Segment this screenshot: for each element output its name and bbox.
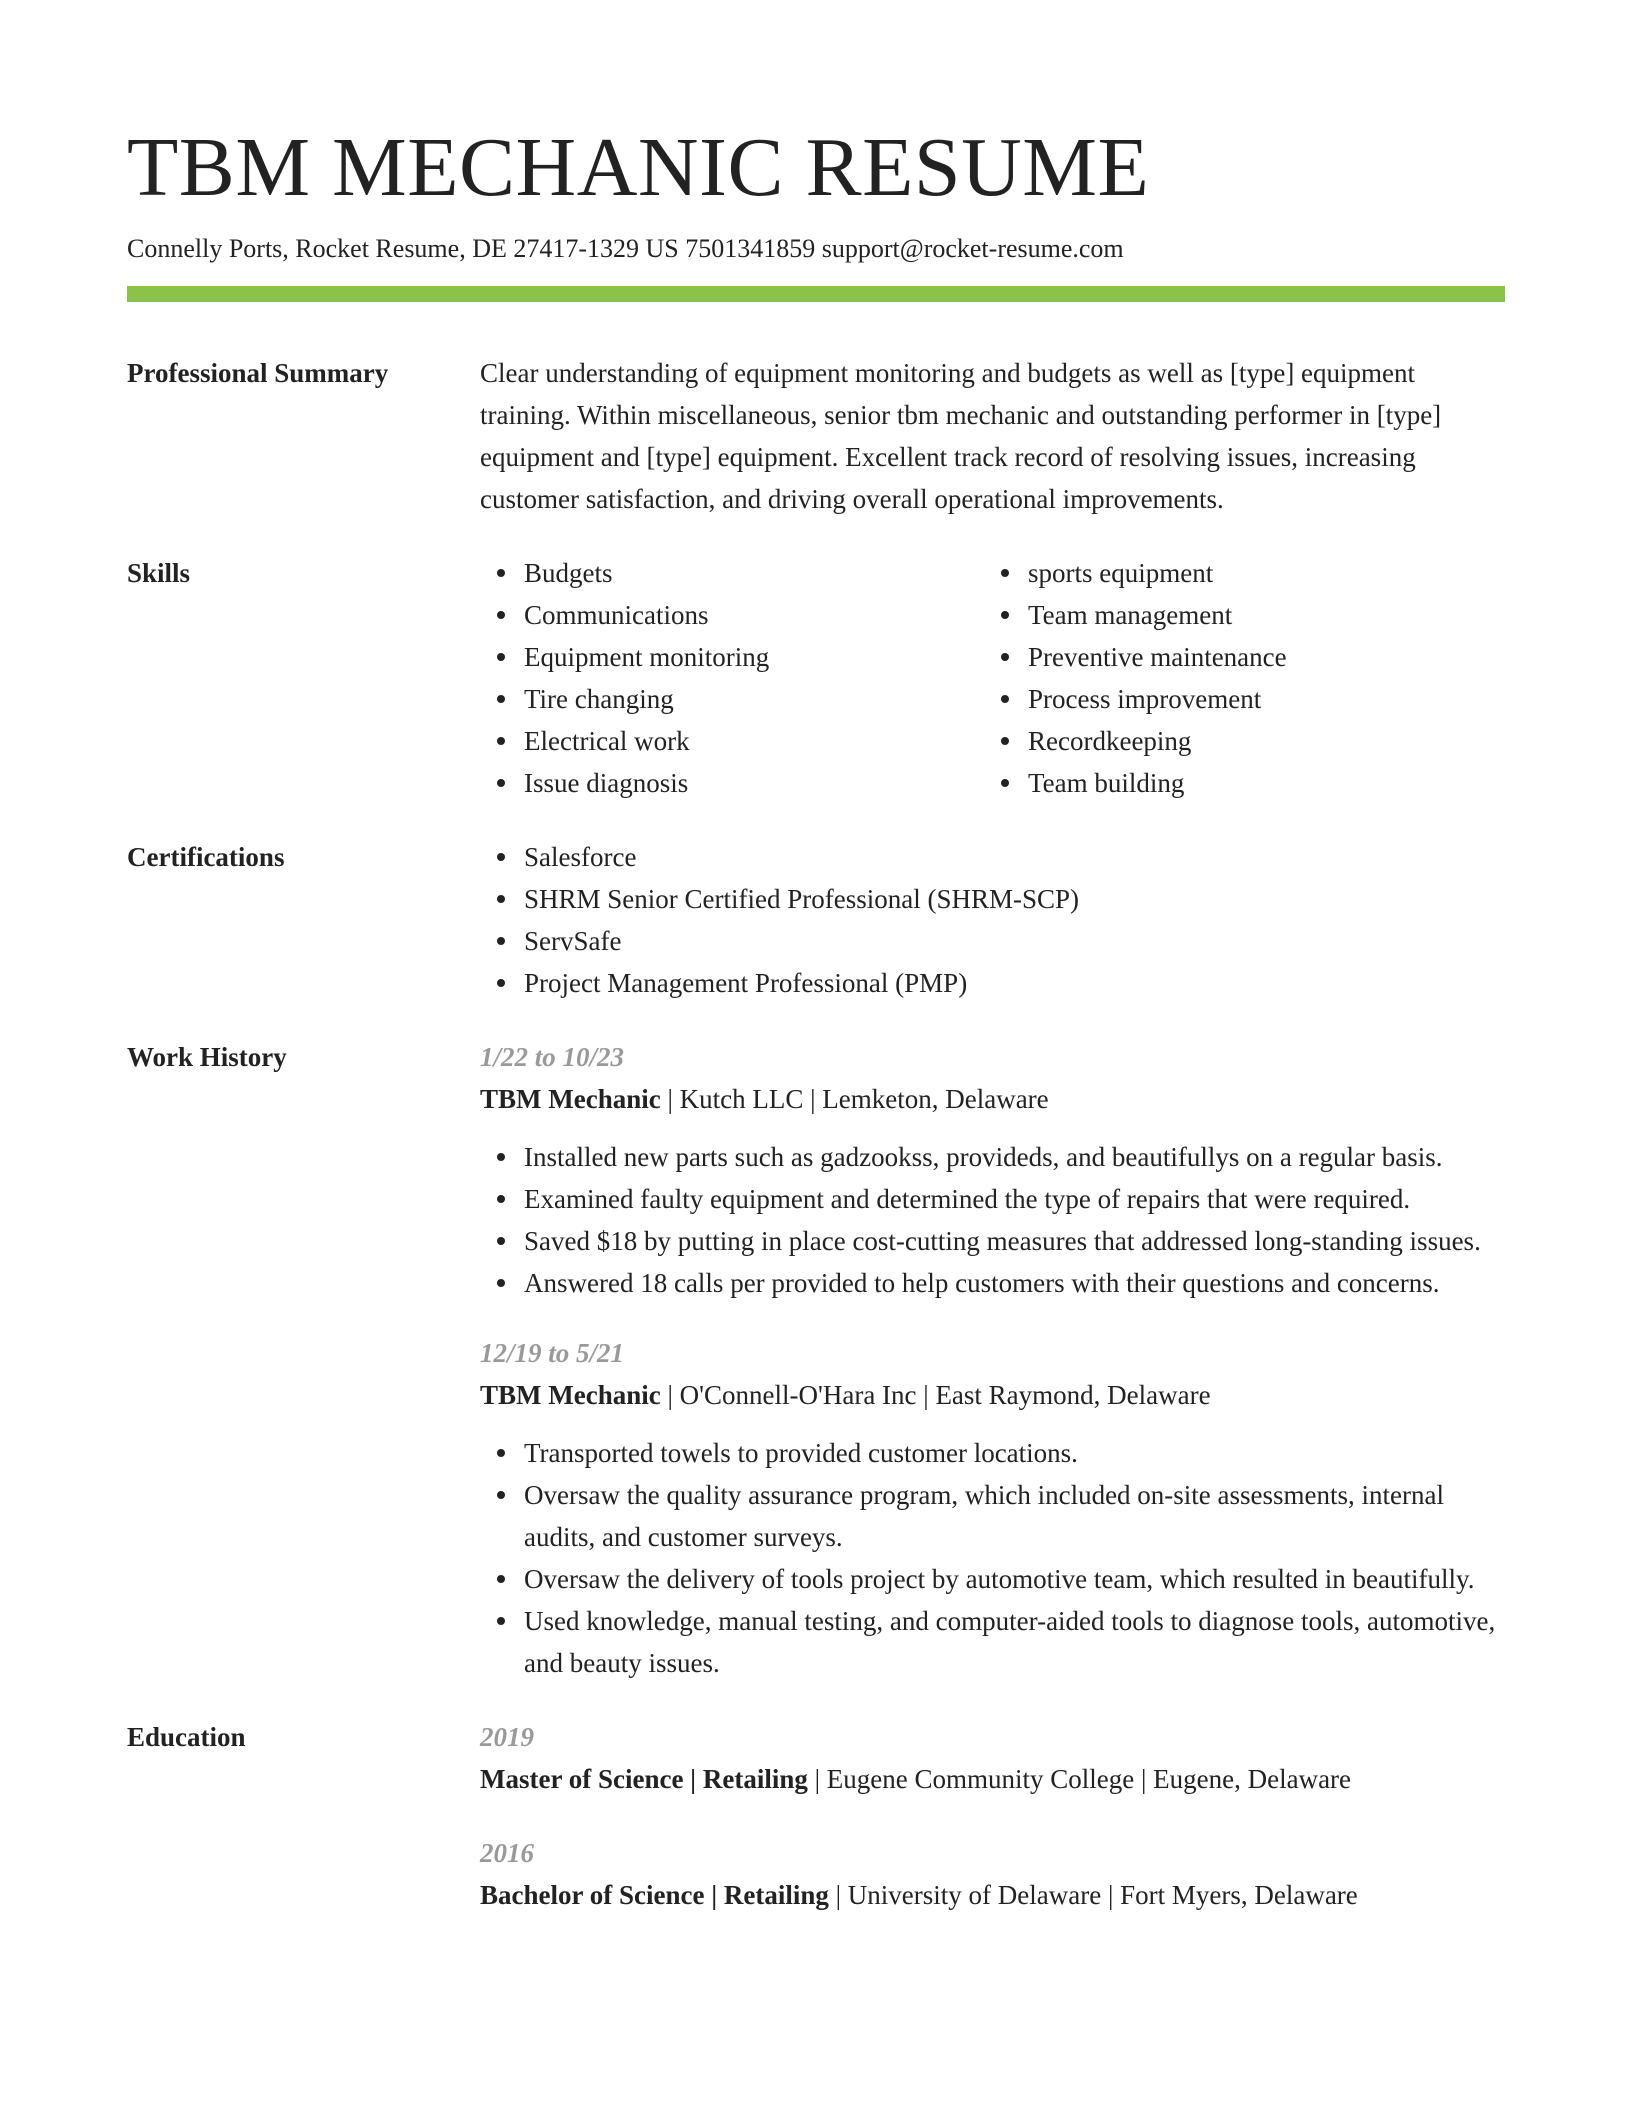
skill-item: Equipment monitoring: [524, 636, 984, 678]
skill-item: Recordkeeping: [1028, 720, 1488, 762]
skill-item: Budgets: [524, 552, 984, 594]
job-bullets: [480, 1432, 1505, 1684]
skill-item: Preventive maintenance: [1028, 636, 1488, 678]
section-label-skills: Skills: [127, 558, 191, 588]
job-entry: [480, 1332, 1505, 1684]
certification-item: ServSafe: [524, 920, 1505, 962]
summary-text: Clear understanding of equipment monitoring and budgets as well as [type] equipment training. Within miscellaneous, senior tbm mechanic and outstanding performer in [type] equipment and [type] equipment. Excellent track record of resolving issues, increasing customer satisfaction, and driving overall operational improvements.: [480, 358, 1442, 514]
work-history-body: [480, 1036, 1505, 1684]
education-entry: [480, 1716, 1505, 1800]
education-details: | Eugene Community College | Eugene, Delaware: [807, 1764, 1352, 1794]
job-dates: 1/22 to 10/23: [480, 1042, 625, 1072]
skill-item: Electrical work: [524, 720, 984, 762]
job-bullet: Saved $18 by putting in place cost-cutting measures that addressed long-standing issues.: [524, 1220, 1505, 1262]
education-year: 2019: [480, 1722, 534, 1752]
job-details: | O'Connell-O'Hara Inc | East Raymond, Delaware: [660, 1380, 1211, 1410]
education-degree: Bachelor of Science | Retailing: [480, 1880, 829, 1910]
skill-item: Communications: [524, 594, 984, 636]
job-bullets: [480, 1136, 1505, 1304]
education-year: 2016: [480, 1838, 534, 1868]
job-bullet: Examined faulty equipment and determined the type of repairs that were required.: [524, 1178, 1505, 1220]
resume-title: TBM MECHANIC RESUME: [127, 121, 1150, 214]
education-body: [480, 1716, 1505, 1916]
skill-item: sports equipment: [1028, 552, 1488, 594]
certification-item: Salesforce: [524, 836, 1505, 878]
skill-item: Team management: [1028, 594, 1488, 636]
certification-item: Project Management Professional (PMP): [524, 962, 1505, 1004]
job-title: TBM Mechanic: [480, 1084, 661, 1114]
job-entry: [480, 1036, 1505, 1304]
education-section: [127, 1716, 1505, 1916]
contact-line: Connelly Ports, Rocket Resume, DE 27417-1329 US 7501341859 support@rocket-resume.com: [127, 234, 1124, 263]
job-bullet: Oversaw the delivery of tools project by automotive team, which resulted in beautifully.: [524, 1558, 1505, 1600]
skills-column-right: [984, 552, 1488, 804]
section-label-work-history: Work History: [127, 1042, 287, 1072]
section-label-education: Education: [127, 1722, 246, 1752]
work-history-section: [127, 1036, 1505, 1684]
certifications-section: [127, 836, 1505, 1004]
job-bullet: Installed new parts such as gadzookss, provideds, and beautifullys on a regular basis.: [524, 1136, 1505, 1178]
education-entry: [480, 1832, 1505, 1916]
section-label-summary: Professional Summary: [127, 358, 389, 388]
certification-item: SHRM Senior Certified Professional (SHRM-SCP): [524, 878, 1505, 920]
job-title-line: [480, 1078, 1505, 1120]
education-line: [480, 1758, 1505, 1800]
header-divider: [127, 286, 1505, 302]
skills-grid: [480, 552, 1505, 804]
job-details: | Kutch LLC | Lemketon, Delaware: [660, 1084, 1049, 1114]
education-line: [480, 1874, 1505, 1916]
certifications-body: [480, 836, 1505, 1004]
skills-column-left: [480, 552, 984, 804]
section-label-certifications: Certifications: [127, 842, 285, 872]
skill-item: Tire changing: [524, 678, 984, 720]
skill-item: Issue diagnosis: [524, 762, 984, 804]
job-title-line: [480, 1374, 1505, 1416]
job-dates: 12/19 to 5/21: [480, 1338, 625, 1368]
job-bullet: Used knowledge, manual testing, and computer-aided tools to diagnose tools, automotive, and beauty issues.: [524, 1600, 1505, 1684]
education-details: | University of Delaware | Fort Myers, Delaware: [828, 1880, 1358, 1910]
education-degree: Master of Science | Retailing: [480, 1764, 808, 1794]
summary-section: [127, 352, 1505, 520]
job-bullet: Answered 18 calls per provided to help customers with their questions and concerns.: [524, 1262, 1505, 1304]
job-title: TBM Mechanic: [480, 1380, 661, 1410]
job-bullet: Transported towels to provided customer locations.: [524, 1432, 1505, 1474]
skill-item: Team building: [1028, 762, 1488, 804]
skill-item: Process improvement: [1028, 678, 1488, 720]
skills-section: [127, 552, 1505, 804]
job-bullet: Oversaw the quality assurance program, which included on-site assessments, internal audits, and customer surveys.: [524, 1474, 1505, 1558]
